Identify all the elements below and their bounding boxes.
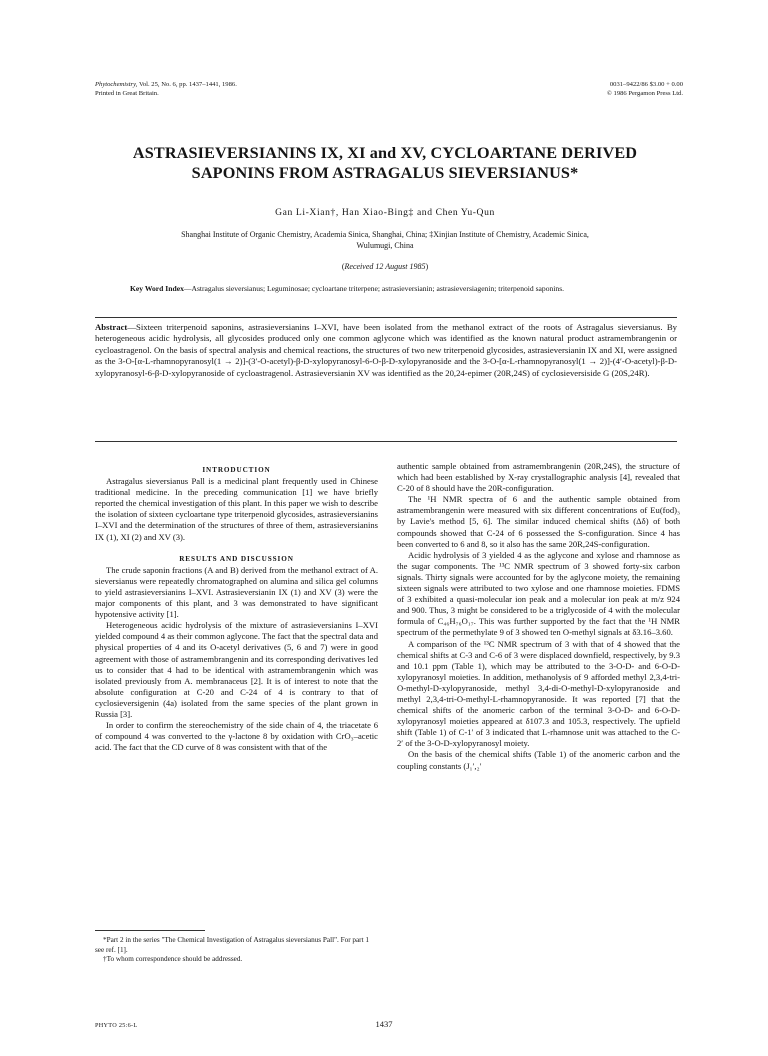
footnote-correspondence: †To whom correspondence should be addressed. [103,955,243,964]
title-line-1: ASTRASIEVERSIANINS IX, XI and XV, CYCLOARTANE DERIVED [132,144,638,162]
right-paragraph-3: Acidic hydrolysis of 3 yielded 4 as the aglycone and xylose and rhamnose as the sugar components. The ¹³C NMR spectrum of 3 showed forty-six carbon signals. Thirty signals were accounted for by the aglycone moiety, the remaining sixteen signals were attributed to two xylose and one rhamnose moieties. FDMS of 3 exhibited a quasi-molecular ion peak and a molecular ion peak at m/z 924 and 900. Thus, 3 might be considered to be a triglycoside of 4 with the molecular formula of C₄₆H₇₆O₁₇. This was further supported by the fact that the ¹H NMR spectrum of the permethylate 9 of 3 showed ten O-methyl signals at δ3.16–3.60. [397,549,680,638]
footnotes [95,936,378,965]
affiliation-line-1: Shanghai Institute of Organic Chemistry, Academia Sinica, Shanghai, China; ‡Xinjian Institute of Chemistry, Academic Sinica, [181,230,589,239]
abstract-bottom-rule [95,441,677,442]
print-code: PHYTO 25:6-L [95,1022,138,1029]
affiliation-line-2: Wulumugi, China [356,241,414,250]
keyword-text: —Astragalus sieversianus; Leguminosae; cycloartane triterpene; astrasieversianin; astrasieversiagenin; triterpenoid saponins. [183,284,565,293]
left-column [95,461,378,753]
abstract-text: —Sixteen triterpenoid saponins, astrasieversianins I–XVI, have been isolated from the methanol extract of the roots of Astragalus sieversianus. By heterogeneous acidic hydrolysis, all glycosides produced only one common aglycone which was identified as the known natural product astramembrangenin or cycloastragenol. On the basis of spectral analysis and chemical reactions, the structures of two new triterpenoid glycosides, astrasieversianin IX and XI, were assigned as the 3-O-[α-L-rhamnopyranosyl(1 → 2)]-(3′-O-acetyl)-β-D-xylopyranosyl-6-O-β-D-xylopyranoside and the 3-O-[α-L-rhamnopyranosyl(1 → 2)]-(4′-O-acetyl)-β-D-xylopyranosyl-6-β-D-xylopyranoside of cycloastragenol. Astrasieversianin XV was identified as the 20,24-epimer (20R,24S) of cyclosieversiside G (20S,24R). [95,322,677,378]
results-heading: RESULTS AND DISCUSSION [179,554,294,563]
received-date: (Received 12 August 1985) [341,262,429,271]
journal-name: Phytochemistry, [95,81,138,88]
right-paragraph-2: The ¹H NMR spectra of 6 and the authentic sample obtained from astramembrangenin were measured with six different concentrations of Eu(fod)₃ by Lavie's method [5, 6]. The similar induced chemical shifts (Δδ) of both compounds showed that C-24 of 6 possessed the S-configuration. Since 4 has been converted to 6 and 8, so it also has the same 20R,24S-configuration. [397,494,680,549]
introduction-heading: INTRODUCTION [202,466,271,474]
issn-price: 0031–9422/86 $3.00 + 0.00 [609,81,683,88]
title-line-2: SAPONINS FROM ASTRAGALUS SIEVERSIANUS* [191,164,579,182]
footnote-rule [95,930,205,931]
journal-volume-pages: Vol. 25, No. 6, pp. 1437–1441, 1986. [138,81,237,88]
page-number: 1437 [375,1019,393,1029]
author-list: Gan Li-Xian†, Han Xiao-Bing‡ and Chen Yu-Qun [275,207,495,218]
results-paragraph-1: The crude saponin fractions (A and B) derived from the methanol extract of A. sieversianus were repeatedly chromatographed on alumina and silica gel columns to yield astrasieversianins I–XVI. Astrasieversianin IX (1) and XV (3) were the major components of this plant, and 3 was demonstrated to have significant hypotensive activity [1]. [95,564,378,620]
introduction-paragraph: Astragalus sieversianus Pall is a medicinal plant frequently used in Chinese traditional medicine. In the preceding communication [1] we have briefly reported the chemical investigation of this plant. In this paper we wish to describe the isolation of sixteen cycloartane type triterpenoid glycosides, astrasieversianins I–XVI and the determination of the structures of three of them, astrasieversianins IX (1), XI (2) and XV (3). [95,476,378,542]
keyword-label: Key Word Index [130,284,184,293]
publisher-info [607,80,683,98]
right-paragraph-1: authentic sample obtained from astramembrangenin (20R,24S), the structure of which had been established by X-ray crystallographic analysis [4], revealed that C-20 of 8 should have the 20R-configuration. [397,461,680,494]
results-paragraph-3: In order to confirm the stereochemistry of the side chain of 4, the triacetate 6 of compound 4 was converted to the γ-lactone 8 by oxidation with CrO₃–acetic acid. The fact that the CD curve of 8 was consistent with that of the [95,720,378,753]
results-paragraph-2: Heterogeneous acidic hydrolysis of the mixture of astrasieversianins I–XVI yielded compound 4 as their common aglycone. The fact that the spectral data and physical properties of 4 and its O-acetyl derivatives (5, 6 and 7) were in good agreement with those of astramembrangenin and its corresponding derivatives led us to consider that 4 had to be identical with astramembrangenin which was isolated previously from A. membranaceus [2]. It is of interest to note that the absolute configuration at C-20 and C-24 of 4 is contrary to that of cyclosieversigenin (4a) isolated from the same species of the plant grown in Russia [3]. [95,620,378,719]
abstract [95,322,677,379]
affiliations [100,229,670,251]
copyright-line: © 1986 Pergamon Press Ltd. [606,90,683,97]
right-column [397,461,680,772]
journal-citation-block [95,80,237,98]
printed-in: Printed in Great Britain. [95,90,159,97]
abstract-label: Abstract [95,322,128,332]
footnote-series: *Part 2 in the series "The Chemical Investigation of Astragalus sieversianus Pall". For part 1 see ref. [1]. [95,936,369,954]
article-title [100,143,670,183]
keyword-index [130,284,670,295]
abstract-top-rule [95,317,677,318]
right-paragraph-4: A comparison of the ¹³C NMR spectrum of 3 with that of 4 showed that the chemical shifts at C-3 and C-6 of 3 were displaced downfield, respectively, by 9.3 and 10.1 ppm (Table 1), which may be attributed to the 3-O-D- and 6-O-D-xylopyranosyl moieties. In addition, methanolysis of 9 afforded methyl 2,3,4-tri-O-methyl-D-xylopyranoside, methyl 3,4-di-O-methyl-D-xylopyranoside and methyl 2,3,4-tri-O-methyl-L-rhamnopyranoside. It was reported [7] that the chemical shifts of the anomeric carbon of the terminal 3-O-D- and 6-O-D-xylopyranosyl moieties appeared at δ107.3 and 105.3, respectively. The upfield shift (Table 1) of C-1′ of 3 indicated that L-rhamnose unit was attached to the C-2′ of the 3-O-D-xylopyranosyl moiety. [397,638,680,749]
right-paragraph-5: On the basis of the chemical shifts (Table 1) of the anomeric carbon and the coupling constants (J₁′,₂′ [397,749,680,771]
